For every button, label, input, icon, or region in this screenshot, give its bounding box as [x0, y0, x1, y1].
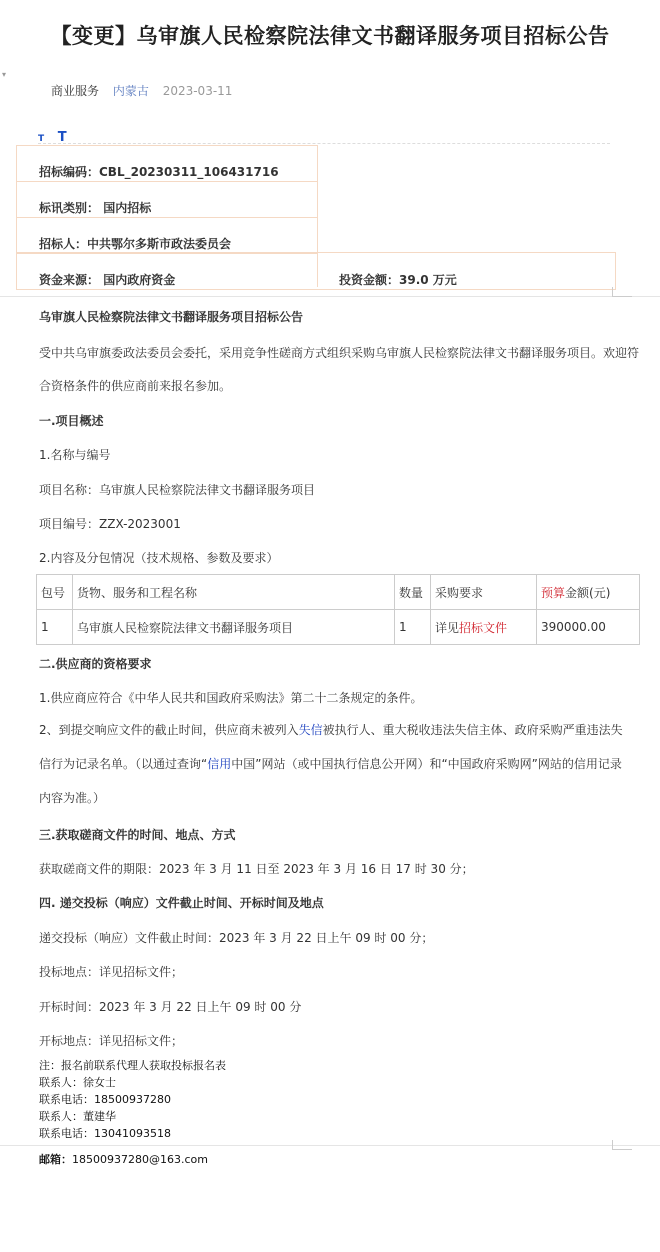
section-1-sub-1: 1.名称与编号	[39, 448, 111, 462]
intro-line-2: 合资格条件的供应商前来报名参加。	[39, 379, 232, 393]
note-line: 联系人：董建华	[39, 1110, 116, 1123]
header-quantity: 数量	[395, 575, 431, 610]
tender-docs-link[interactable]: 招标文件	[459, 620, 508, 635]
region-link[interactable]: 内蒙古	[112, 84, 149, 98]
table-header-row	[37, 575, 640, 610]
page-guide-line	[0, 296, 660, 297]
keyword-link[interactable]: 失信	[298, 723, 323, 737]
section-4-item-4: 开标地点：详见招标文件；	[39, 1034, 184, 1048]
header-requirement: 采购要求	[431, 575, 537, 610]
cell-budget: 390000.00	[537, 610, 640, 645]
cell-quantity: 1	[395, 610, 431, 645]
category-label[interactable]: 商业服务	[51, 84, 100, 98]
section-4-item-1: 递交投标（响应）文件截止时间：2023 年 3 月 22 日上午 09 时 00 分；	[39, 931, 434, 945]
collapse-arrow-icon[interactable]: ▾	[2, 70, 7, 79]
publish-date: 2023-03-11	[162, 84, 233, 98]
page-title: 【变更】乌审旗人民检察院法律文书翻译服务项目招标公告	[50, 24, 610, 48]
note-line: 联系人：徐女士	[39, 1076, 116, 1089]
corner-mark	[612, 287, 632, 297]
section-1-sub-2: 2.内容及分包情况（技术规格、参数及要求）	[39, 551, 279, 565]
note-line: 联系电话：13041093518	[39, 1127, 171, 1140]
intro-line-1: 受中共乌审旗委政法委员会委托，采用竞争性磋商方式组织采购乌审旗人民检察院法律文书翻译服务项目。欢迎符	[39, 346, 640, 360]
note-line: 联系电话：18500937280	[39, 1093, 171, 1106]
fund-source-value: 国内政府资金	[103, 273, 176, 287]
cell-goods: 乌审旗人民检察院法律文书翻译服务项目	[73, 610, 395, 645]
cell-package: 1	[37, 610, 73, 645]
table-row	[37, 610, 640, 645]
budget-label-rest: 金额(元)	[565, 585, 611, 600]
contact-notes	[39, 1057, 226, 1142]
bid-table	[36, 574, 640, 645]
budget-highlight: 预算	[541, 585, 566, 600]
corner-mark	[612, 1140, 632, 1150]
requirement-prefix: 详见	[435, 620, 460, 635]
investment-amount: 投资金额：39.0 万元	[339, 273, 457, 287]
section-3-title: 三.获取磋商文件的时间、地点、方式	[39, 828, 236, 842]
page-guide-line	[0, 1145, 660, 1146]
header-package: 包号	[37, 575, 73, 610]
section-3-item-1: 获取磋商文件的期限：2023 年 3 月 11 日至 2023 年 3 月 16 日 17 时 30 分；	[39, 862, 474, 876]
header-budget	[537, 575, 640, 610]
note-line: 注：报名前联系代理人获取投标报名表	[39, 1059, 226, 1072]
keyword-link[interactable]: 信用	[207, 757, 232, 771]
email	[39, 1151, 208, 1167]
font-large-button[interactable]: T	[57, 130, 67, 145]
email-value[interactable]: 18500937280@163.com	[72, 1153, 208, 1166]
body-heading: 乌审旗人民检察院法律文书翻译服务项目招标公告	[39, 310, 304, 324]
project-number: 项目编号：ZZX-2023001	[39, 517, 181, 531]
section-2-item-2	[39, 713, 629, 815]
header-goods: 货物、服务和工程名称	[73, 575, 395, 610]
section-1-title: 一.项目概述	[39, 414, 104, 428]
section-4-item-3: 开标时间：2023 年 3 月 22 日上午 09 时 00 分	[39, 1000, 302, 1014]
text-fragment: 中国”网站（或中国执行信息公开网）和“中国政府采购网”网站的信用记录内容为准。）	[39, 757, 622, 805]
fund-source	[39, 271, 175, 288]
section-2-title: 二.供应商的资格要求	[39, 657, 152, 671]
font-small-button[interactable]: T	[38, 134, 45, 144]
tender-type	[39, 199, 151, 216]
tender-code: 招标编码：CBL_20230311_106431716	[39, 165, 279, 179]
section-2-item-1: 1.供应商应符合《中华人民共和国政府采购法》第二十二条规定的条件。	[39, 691, 423, 705]
tender-type-label: 标讯类别：	[39, 201, 100, 215]
fund-source-label: 资金来源：	[39, 273, 100, 287]
divider	[38, 143, 610, 144]
article-meta	[51, 82, 242, 99]
project-name: 项目名称：乌审旗人民检察院法律文书翻译服务项目	[39, 483, 316, 497]
section-4-item-2: 投标地点：详见招标文件；	[39, 965, 184, 979]
text-fragment: 被执行人、重大税收违法失信主体、政府采购严重违法失信行为记录名单。（以通过查询“	[39, 723, 623, 771]
section-4-title: 四. 递交投标（响应）文件截止时间、开标时间及地点	[39, 896, 324, 910]
email-label: 邮箱：	[39, 1153, 72, 1166]
tenderer: 招标人：中共鄂尔多斯市政法委员会	[39, 237, 232, 251]
tender-type-value: 国内招标	[103, 201, 152, 215]
cell-requirement	[431, 610, 537, 645]
text-fragment: 2、到提交响应文件的截止时间，供应商未被列入	[39, 723, 299, 737]
